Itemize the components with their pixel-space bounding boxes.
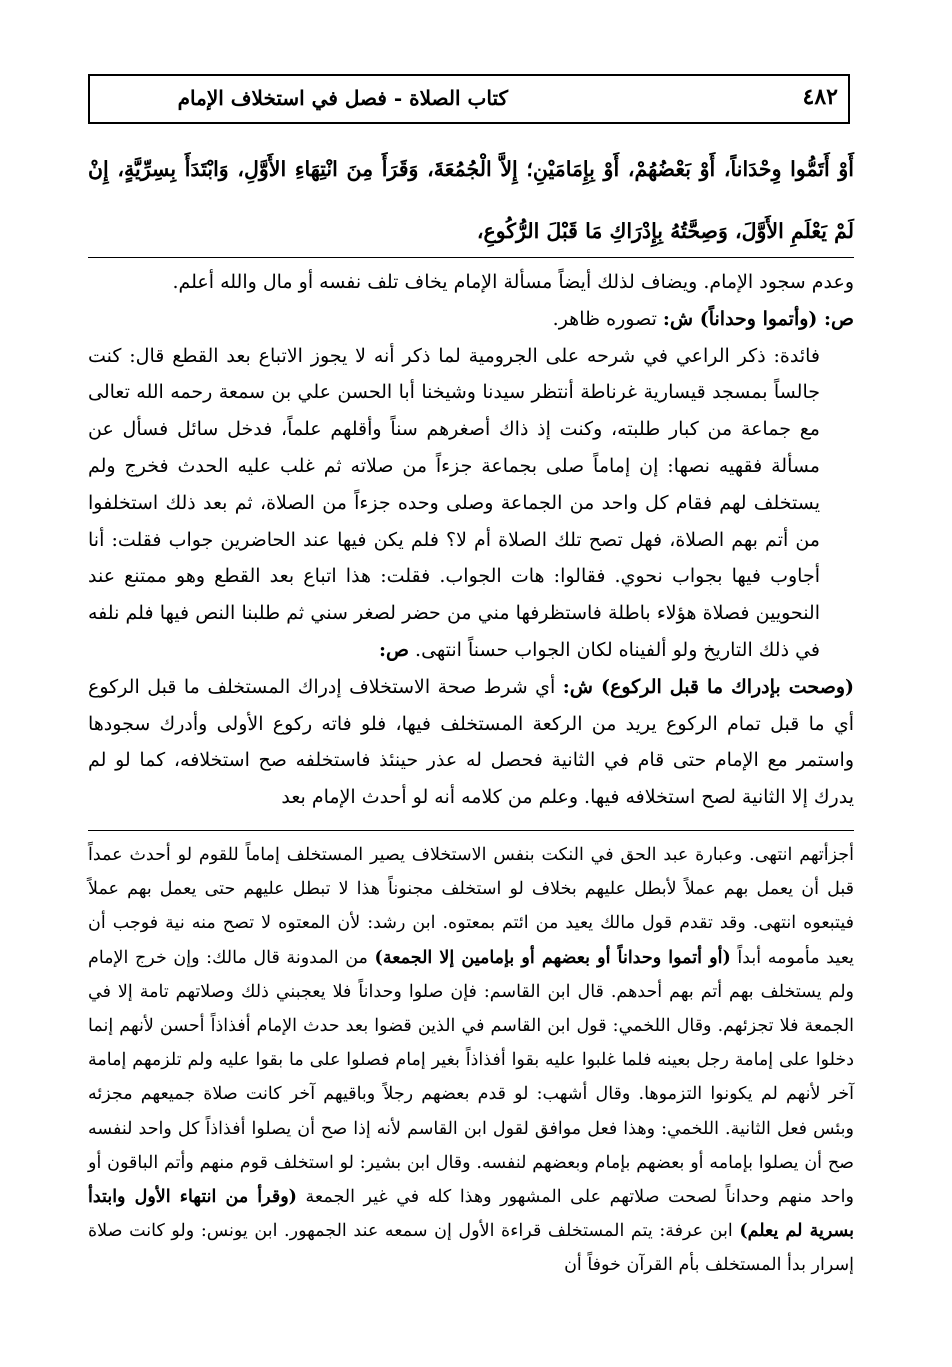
page-header <box>88 74 850 124</box>
sharh-text: أي شرط صحة الاستخلاف إدراك المستخلف ما قبل الركوع أي ما قبل تمام الركوع يريد من الركعة المستخلف فيها، فلو فاته ركوع الأولى وأدرك سجودها واستمر مع الإمام حتى قام في الثانية فحصل له عذر حينئذ فاستخلفه صح استخلافه، كما لو لم يدرك إلا الثانية لصح استخلافه فيها. وعلم من كلامه أنه لو أحدث الإمام بعد <box>88 675 854 809</box>
sharh-label: (وصحت بإدراك ما قبل الركوع) ش: <box>562 675 854 698</box>
footnote-text: أجزأتهم انتهى. وعبارة عبد الحق في النكت بنفس الاستخلاف يصير المستخلف إماماً للقوم لو أحدث عمداً قبل أن يعمل بهم عملاً لأبطل عليهم بخلاف لو استخلف مجنوناً هذا لا تبطل عليهم حتى يعمل بهم عملاً فيتبعوه انتهى. وقد تقدم قول مالك يعيد من ائتم بمعتوه. ابن رشد: لأن المعتوه لا تصح منه نية فوجب أن يعيد مأمومه أبداً <box>88 845 855 968</box>
sharh-text: وعدم سجود الإمام. ويضاف لذلك أيضاً مسألة الإمام يخاف تلف نفسه أو مال والله أعلم. <box>172 271 854 293</box>
sharh-paragraph <box>88 301 854 338</box>
sharh-label: ص: (وأتموا وحداناً) ش: <box>662 307 854 330</box>
sharh-label: فائدة: <box>773 344 820 367</box>
footnote-quote: (وقرأ من انتهاء الأول وابتدأ بسرية لم يعلم) <box>88 1187 854 1242</box>
matn-text: أَوْ أَتَمُّوا وِحْدَاناً، أَوْ بَعْضُهُمْ، أَوْ بِإِمَامَيْنِ؛ إِلاَّ الْجُمُعَةَ، وَقَرَأَ مِنَ انْتِهَاءِ الأَوَّلِ، وَابْتَدَأَ بِسِرِّيَّةٍ، إِنْ لَمْ يَعْلَمِ الأَوَّلَ، وَصِحَّتُهُ بِإِدْرَاكِ مَا قَبْلَ الرُّكُوعِ، <box>88 157 854 243</box>
footnote-section <box>88 838 854 1283</box>
sharh-section <box>88 264 854 816</box>
sharh-label: ص: <box>379 638 409 661</box>
sharh-text: تصوره ظاهر. <box>552 307 663 330</box>
divider-matn <box>88 257 854 258</box>
footnote-quote: (أو أتموا وحداناً أو بعضهم أو بإمامين إلا الجمعة) <box>374 947 731 968</box>
page-number: ٤٨٢ <box>802 84 838 110</box>
sharh-paragraph <box>88 338 854 669</box>
divider-footnotes <box>88 830 854 831</box>
sharh-paragraph <box>88 264 854 301</box>
footnote-text: من المدونة قال مالك: وإن خرج الإمام ولم يستخلف بهم أتم بهم أحدهم. قال ابن القاسم: فإن صلوا وحداناً فلا يعجبني ذلك وصلاتهم تامة إلا في الجمعة فلا تجزئهم. وقال اللخمي: قول ابن القاسم في الذين قضوا بعد حدث الإمام أفذاذاً أحسن لأنهم إنما دخلوا على إمامة رجل بعينه فلما غلبوا عليه بقوا أفذاذاً بغير إمام فصلوا على ما بقوا عليه ولم تلزمهم إمامة آخر لأنهم لم يكونوا التزموها. وقال أشهب: لو قدم بعضهم رجلاً وباقيهم آخر كانت صلاة جميعهم مجزئه وبئس فعل الثانية. اللخمي: وهذا فعل موافق لقول ابن القاسم لأنه إذا صح أن يصلوا أفذاذاً كل واحد لنفسه صح أن يصلوا بإمامه أو بعضهم بإمام وبعضهم لنفسه. وقال ابن بشير: لو استخلف قوم منهم وأتم الباقون أو واحد منهم وحداناً لصحت صلاتهم على المشهور وهذا كله في غير الجمعة <box>88 947 854 1208</box>
header-title: كتاب الصلاة - فصل في استخلاف الإمام <box>177 86 508 110</box>
footnote-text: ابن عرفة: يتم المستخلف قراءة الأول إن سمعه عند الجمهور. ابن يونس: ولو كانت صلاة إسرار بدأ المستخلف بأم القرآن خوفاً أن <box>88 1221 854 1276</box>
footnote-paragraph <box>88 838 854 1283</box>
sharh-paragraph <box>88 669 854 816</box>
book-page <box>88 74 854 1354</box>
sharh-text: ذكر الراعي في شرحه على الجرومية لما ذكر أنه لا يجوز الاتباع بعد القطع قال: كنت جالساً بمسجد قيسارية غرناطة أنتظر سيدنا وشيخنا أبا الحسن علي بن سمعة رحمه الله تعالى مع جماعة من كبار طلبته، وكنت إذ ذاك أصغرهم سناً وأقلهم علماً، فدخل سائل فسأل عن مسألة فقهيه نصها: إن إماماً صلى بجماعة جزءاً من صلاته ثم غلب عليه الحدث فخرج ولم يستخلف لهم فقام كل واحد من الجماعة وصلى وحده جزءاً من الصلاة، ثم بعد ذلك استخلفوا من أتم بهم الصلاة، فهل تصح تلك الصلاة أم لا؟ فلم يكن فيها عند الحاضرين جواب فقلت: أنا أجاوب فيها بجواب نحوي. فقالوا: هات الجواب. فقلت: هذا اتباع بعد القطع وهو ممتنع عند النحويين فصلاة هؤلاء باطلة فاستظرفها مني من حضر لصغر سني ثم طلبنا النص فيها فلم نلفه في ذلك التاريخ ولو ألفيناه لكان الجواب حسناً انتهى. <box>88 344 820 661</box>
